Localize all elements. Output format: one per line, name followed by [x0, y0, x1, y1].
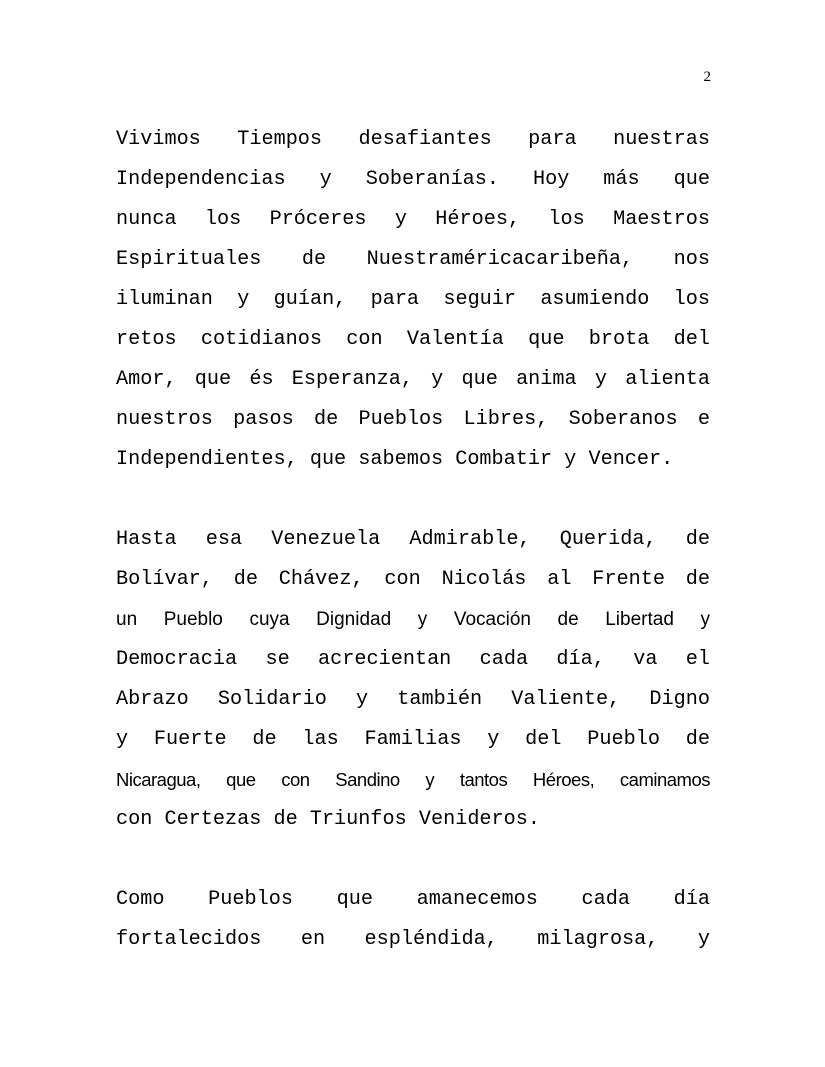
text-line: Democracia se acrecientan cada día, va el	[116, 648, 710, 671]
paragraph-3	[116, 880, 710, 960]
text-line: fortalecidos en espléndida, milagrosa, y	[116, 928, 710, 951]
document-body	[116, 120, 710, 960]
text-line: Como Pueblos que amanecemos cada día	[116, 888, 710, 911]
text-line: Bolívar, de Chávez, con Nicolás al Frente de	[116, 568, 710, 591]
text-line: Independencias y Soberanías. Hoy más que	[116, 168, 710, 191]
text-line: nunca los Próceres y Héroes, los Maestros	[116, 208, 710, 231]
text-line: Espirituales de Nuestraméricacaribeña, nos	[116, 248, 710, 271]
text-line: un Pueblo cuya Dignidad y Vocación de Libertad y	[116, 609, 710, 630]
text-line: Nicaragua, que con Sandino y tantos Héroes, caminamos	[116, 769, 710, 790]
text-line: Independientes, que sabemos Combatir y Vencer.	[116, 448, 674, 471]
text-line: Hasta esa Venezuela Admirable, Querida, de	[116, 528, 710, 551]
paragraph-gap	[116, 840, 710, 880]
paragraph-gap	[116, 480, 710, 520]
text-line: y Fuerte de las Familias y del Pueblo de	[116, 728, 710, 751]
paragraph-1	[116, 120, 710, 480]
text-line: retos cotidianos con Valentía que brota del	[116, 328, 710, 351]
text-line: con Certezas de Triunfos Venideros.	[116, 808, 541, 831]
paragraph-2	[116, 520, 710, 840]
text-line: Vivimos Tiempos desafiantes para nuestras	[116, 128, 710, 151]
text-line: Abrazo Solidario y también Valiente, Digno	[116, 688, 710, 711]
text-line: iluminan y guían, para seguir asumiendo los	[116, 288, 710, 311]
page-number: 2	[703, 69, 711, 85]
text-line: Amor, que és Esperanza, y que anima y alienta	[116, 368, 710, 391]
text-line: nuestros pasos de Pueblos Libres, Soberanos e	[116, 408, 710, 431]
